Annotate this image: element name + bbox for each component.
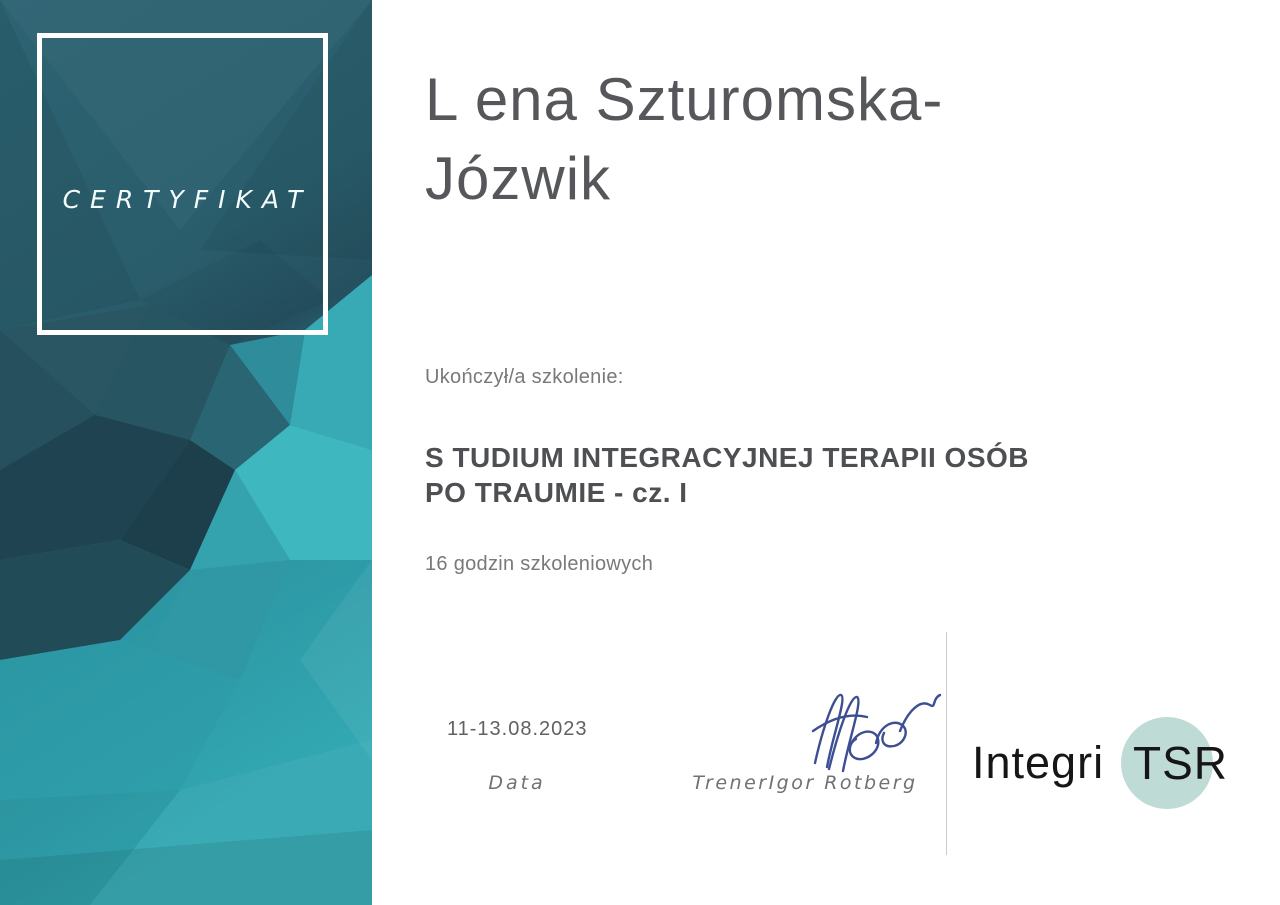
trainer-signature-icon [793,683,943,778]
completed-training-label: Ukończył/a szkolenie: [425,366,624,388]
recipient-name: L ena Szturomska-Józwik [425,66,944,212]
date-value: 11-13.08.2023 [447,718,588,740]
certificate-label: CERTYFIKAT [62,185,313,214]
date-label: Data [488,772,546,794]
certificate-frame-border [37,33,328,335]
sidebar-polygon-background [0,0,372,905]
course-title: S TUDIUM INTEGRACYJNEJ TERAPII OSÓB PO TRAUMIE - cz. I [425,442,1030,508]
logo-text-tsr: TSR [1133,737,1228,789]
trainer-name-label: TrenerIgor Rotberg [692,772,918,794]
logo-text-integri: Integri [972,737,1105,788]
vertical-divider [946,632,947,855]
training-hours-label: 16 godzin szkoleniowych [425,553,654,575]
